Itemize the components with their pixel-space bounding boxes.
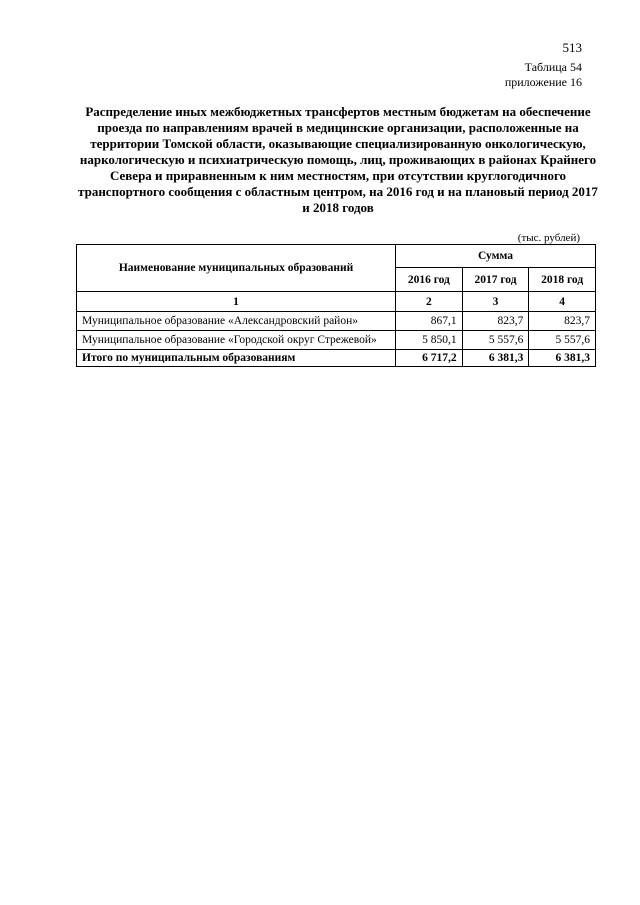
transfers-table [76,244,596,367]
column-number-row [77,292,596,312]
appendix-label: приложение 16 [504,75,582,89]
total-2016: 6 717,2 [396,350,463,367]
total-row [77,350,596,367]
header-year-2017: 2017 год [462,268,529,292]
page-number: 513 [562,40,582,55]
municipality-name: Муниципальное образование «Городской округ Стрежевой» [77,331,396,350]
header-year-2016: 2016 год [396,268,463,292]
column-number: 4 [529,292,596,312]
value-2018: 823,7 [529,312,596,331]
value-2018: 5 557,6 [529,331,596,350]
table-reference [505,60,582,90]
value-2017: 5 557,6 [462,331,529,350]
total-label: Итого по муниципальным образованиям [77,350,396,367]
table-label: Таблица 54 [524,60,582,74]
value-2016: 867,1 [396,312,463,331]
header-municipality-name: Наименование муниципальных образований [77,245,396,292]
document-title: Распределение иных межбюджетных трансфертов местным бюджетам на обеспечение проезда по направлениям врачей в медицинские организации, расположенные на территории Томской области, оказывающие специализированную онкологическую, наркологическую и психиатрическую помощь, лиц, проживающих в районах Крайнего Севера и приравненным к ним местностям, при отсутствии круглогодичного транспортного сообщения с областным центром, на 2016 год и на плановый период 2017 и 2018 годов [78,104,598,215]
total-2017: 6 381,3 [462,350,529,367]
units-note: (тыс. рублей) [517,232,580,244]
header-sum: Сумма [396,245,596,268]
value-2017: 823,7 [462,312,529,331]
column-number: 3 [462,292,529,312]
column-number: 1 [77,292,396,312]
table-row [77,312,596,331]
municipality-name: Муниципальное образование «Александровский район» [77,312,396,331]
total-2018: 6 381,3 [529,350,596,367]
column-number: 2 [396,292,463,312]
header-year-2018: 2018 год [529,268,596,292]
value-2016: 5 850,1 [396,331,463,350]
table-row [77,331,596,350]
